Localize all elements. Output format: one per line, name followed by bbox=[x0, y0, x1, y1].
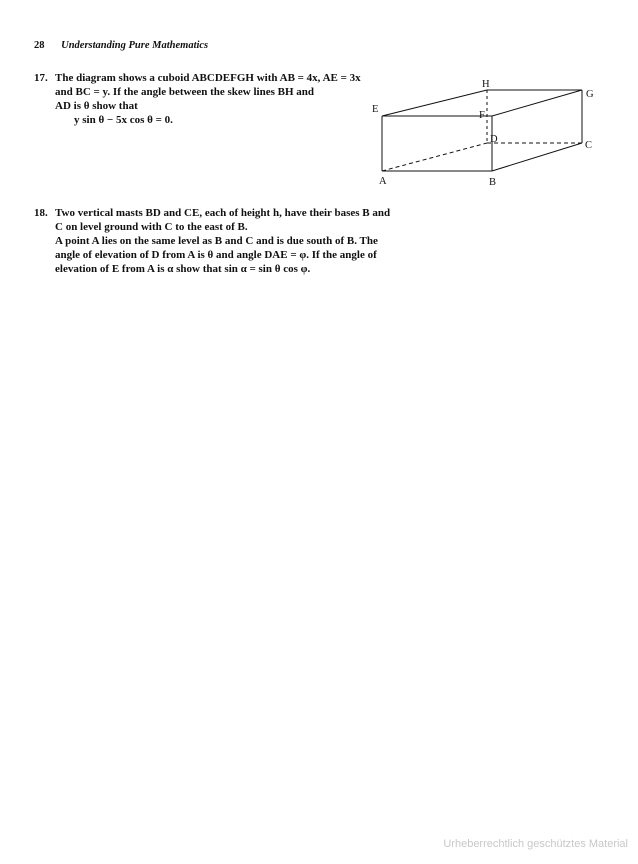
edge-bc bbox=[492, 143, 582, 171]
vertex-label-f: F bbox=[479, 110, 485, 121]
edge-fg bbox=[492, 90, 582, 116]
problem-18 bbox=[34, 206, 484, 286]
problem-text-line: AD is θ show that bbox=[55, 100, 138, 112]
problem-text-line: C on level ground with C to the east of B. bbox=[55, 221, 248, 233]
edge-eh bbox=[382, 90, 487, 116]
problem-text-line: and BC = y. If the angle between the skew lines BH and bbox=[55, 86, 314, 98]
problem-equation: y sin θ − 5x cos θ = 0. bbox=[74, 114, 173, 126]
problem-text-line: Two vertical masts BD and CE, each of height h, have their bases B and bbox=[55, 207, 391, 219]
problem-number: 17. bbox=[34, 72, 48, 84]
vertex-label-g: G bbox=[586, 89, 594, 100]
book-title: Understanding Pure Mathematics bbox=[61, 40, 209, 51]
problem-text-line: elevation of E from A is α show that sin α = sin θ cos φ. bbox=[55, 263, 311, 275]
vertex-label-a: A bbox=[379, 176, 387, 187]
problem-17 bbox=[34, 71, 394, 141]
vertex-label-c: C bbox=[585, 140, 593, 151]
problem-text-line: A point A lies on the same level as B and C and is due south of B. The bbox=[55, 235, 378, 247]
page-number: 28 bbox=[34, 40, 45, 51]
cuboid-diagram bbox=[370, 76, 602, 194]
problem-number: 18. bbox=[34, 207, 48, 219]
problem-text-line: angle of elevation of D from A is θ and angle DAE = φ. If the angle of bbox=[55, 249, 377, 261]
copyright-watermark: Urheberrechtlich geschütztes Material bbox=[443, 838, 628, 850]
edge-ad-hidden bbox=[382, 143, 487, 171]
vertex-label-h: H bbox=[482, 79, 490, 90]
page-header bbox=[34, 40, 208, 51]
problem-text-line: The diagram shows a cuboid ABCDEFGH with AB = 4x, AE = 3x bbox=[55, 72, 361, 84]
vertex-label-b: B bbox=[489, 177, 497, 188]
cuboid-svg bbox=[370, 76, 602, 194]
vertex-label-d: D bbox=[490, 134, 498, 145]
vertex-label-e: E bbox=[372, 104, 379, 115]
